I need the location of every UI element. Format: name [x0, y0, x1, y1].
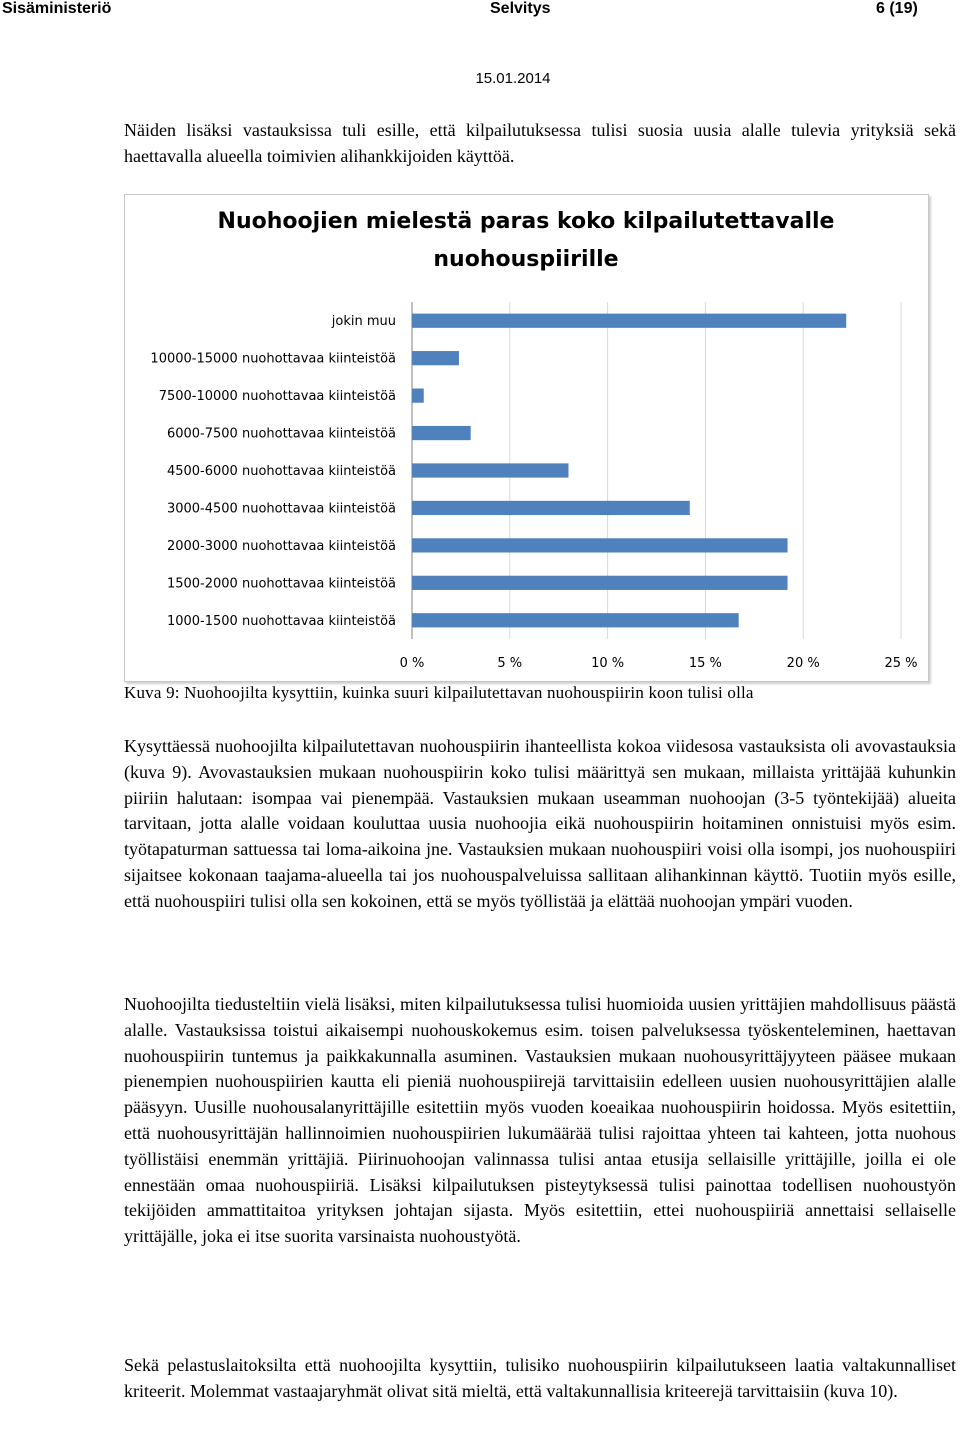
chart-title-line: nuohouspiirille: [433, 247, 619, 272]
category-label: 1500-2000 nuohottavaa kiinteistöä: [166, 576, 396, 592]
bar: [412, 426, 471, 440]
category-label: 4500-6000 nuohottavaa kiinteistöä: [166, 464, 396, 479]
bar: [412, 351, 459, 365]
page-header: [0, 0, 960, 22]
chart-canvas: [125, 195, 928, 681]
bar: [412, 388, 424, 402]
organization-name: Sisäministeriö: [2, 0, 112, 17]
page-number: 6 (19): [876, 0, 918, 17]
bar: [412, 314, 846, 328]
category-label: 2000-3000 nuohottavaa kiinteistöä: [166, 538, 396, 554]
bar: [412, 501, 690, 515]
document-type: Selvitys: [490, 0, 551, 17]
figure-caption: Kuva 9: Nuohoojilta kysyttiin, kuinka suuri kilpailutettavan nuohouspiirin koon tulisi olla: [124, 683, 754, 702]
bar: [412, 463, 568, 477]
x-tick-label: 25 %: [884, 656, 918, 671]
intro-paragraph: Näiden lisäksi vastauksissa tuli esille, että kilpailutuksessa tulisi suosia uusia alalle tulevia yrityksiä sekä haettavalla alueella toimivien alihankkijoiden käyttöä.: [124, 120, 956, 166]
category-label: jokin muu: [331, 314, 396, 330]
body-paragraph-1: Kysyttäessä nuohoojilta kilpailutettavan nuohouspiirin ihanteellista kokoa viidesosa vastauksista oli avovastauksia (kuva 9). Avovastauksien mukaan nuohouspiirin koko tulisi määrittyä sen mukaan, millaista yrittäjää kuhunkin piiriin halutaan: isompaa vai pienempää. Vastauksien mukaan useamman nuohoojan (3-5 työntekijää) alueita tarvitaan, jotta alalle voidaan kouluttaa uusia nuohoojia eikä nuohouspiirin hoitaminen onnistuisi myös esim. työtapaturman sattuessa tai loma-aikoina jne. Vastauksien mukaan nuohouspiiri voisi olla isompi, jos nuohouspiiri sijaitsee kokonaan taajama-alueella tai jos nuohouspalveluissa sallitaan alihankinnan käyttö. Tuotiin myös esille, että nuohouspiiri tulisi olla sen kokoinen, että se myös työllistää ja elättää nuohoojan ympäri vuoden.: [124, 736, 956, 911]
category-label: 1000-1500 nuohottavaa kiinteistöä: [166, 613, 396, 629]
x-tick-label: 0 %: [399, 656, 425, 671]
x-tick-label: 5 %: [497, 656, 523, 671]
bar-chart: [124, 194, 929, 682]
bar: [412, 538, 788, 552]
chart-title-line: Nuohoojien mielestä paras koko kilpailutettavalle: [217, 209, 835, 234]
body-paragraph-3: Sekä pelastuslaitoksilta että nuohoojilta kysyttiin, tulisiko nuohouspiirin kilpailutukseen laatia valtakunnalliset kriteerit. Molemmat vastaajaryhmät olivat sitä mieltä, että valtakunnallisia kriteerejä tarvittaisiin (kuva 10).: [124, 1355, 956, 1401]
category-label: 7500-10000 nuohottavaa kiinteistöä: [158, 389, 396, 405]
category-label: 10000-15000 nuohottavaa kiinteistöä: [150, 351, 396, 367]
x-tick-label: 10 %: [591, 656, 625, 671]
x-tick-label: 15 %: [688, 656, 722, 671]
category-label: 6000-7500 nuohottavaa kiinteistöä: [166, 426, 396, 442]
category-label: 3000-4500 nuohottavaa kiinteistöä: [166, 501, 396, 517]
bar: [412, 613, 739, 627]
body-paragraph-2: Nuohoojilta tiedusteltiin vielä lisäksi, miten kilpailutuksessa tulisi huomioida uusien yrittäjien mahdollisuus päästä alalle. Vastauksissa toistui aikaisempi nuohouskokemus esim. toisen palveluksessa työskenteleminen, haettavan nuohouspiirin tuntemus ja paikkakunnalla asuminen. Vastauksien mukaan nuohousyrittäjyyteen pääsee mukaan pienempien nuohouspiirien kautta eli pieniä nuohouspiirejä tarvittaisiin edelleen uusien nuohousyrittäjien alalle pääsyyn. Uusille nuohousalanyrittäjille esitettiin myös vuoden koeaikaa nuohouspiirin hoidossa. Myös esitettiin, että nuohousyrittäjän hallinnoimien nuohouspiirien lukumäärää tulisi rajoittaa yhteen tai kahteen, jotta nuohous työllistäisi enemmän yrittäjiä. Piirinuohoojan valinnassa tulisi antaa etusija sellaisille yrittäjille, joilla ei ole ennestään omaa nuohouspiiriä. Lisäksi kilpailutuksen pisteytyksessä tulisi painottaa todellisen nuohoustyön tekijöiden ammattitaitoa yrityksen johtajan sijasta. Myös esitettiin, ettei nuohouspiiriä annettaisi sellaiselle yrittäjälle, joka ei itse suorita varsinaista nuohoustyötä.: [124, 994, 956, 1247]
document-date: 15.01.2014: [475, 70, 551, 87]
x-tick-label: 20 %: [786, 656, 820, 671]
bar: [412, 576, 788, 590]
